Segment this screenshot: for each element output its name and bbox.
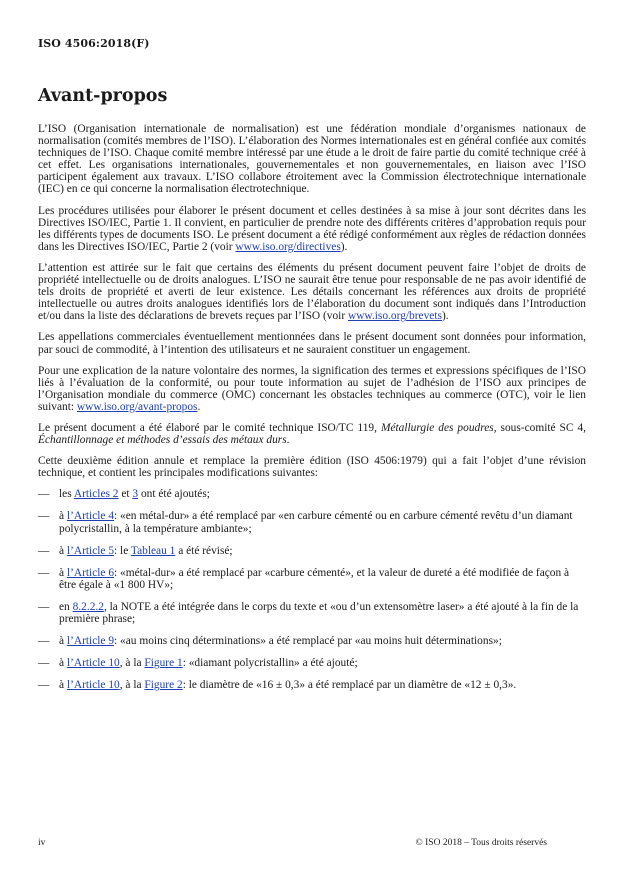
dash: — (38, 657, 50, 670)
link-avant-propos[interactable]: www.iso.org/avant-propos (76, 400, 198, 413)
list-item: — à l’Article 10, à la Figure 2: le diamètre de «16 ± 0,3» a été remplacé par un diamètre de «12 ± 0,3». (38, 679, 517, 692)
paragraph-edition: Cette deuxième édition annule et remplace la première édition (ISO 4506:1979) qui a fait l’objet d’une révision technique, et contient les principales modifications suivantes: (38, 455, 586, 480)
link-8-2-2-2[interactable]: 8.2.2.2 (72, 600, 104, 613)
link-article-3[interactable]: 3 (132, 488, 139, 501)
dash: — (38, 544, 50, 557)
paragraph-committee: Le présent document a été élaboré par le comité technique ISO/TC 119, Métallurgie des poudres, sous-comité SC 4, Échantillonnage et méthodes d’essais des métaux durs. (38, 421, 586, 447)
dash: — (38, 679, 50, 692)
document-id: ISO 4506:2018(F) (38, 37, 150, 50)
paragraph-voluntary-nature: Pour une explication de la nature volontaire des normes, la signification des termes et expressions spécifiques de l’ISO liés à l’évaluation de la conformité, ou pour toute information au sujet de l’adhésion de l’ISO aux principes de l’Organisation mondiale du commerce (OMC) concernant les obstacles techniques au commerce (OTC), voir le lien suivant: www.iso.org/avant-propos. (38, 364, 586, 413)
link-figure-1[interactable]: Figure 1 (144, 657, 183, 670)
changes-list (38, 488, 586, 691)
list-item: — à l’Article 10, à la Figure 1: «diamant polycristallin» a été ajouté; (38, 657, 358, 670)
link-brevets[interactable]: www.iso.org/brevets (347, 310, 442, 323)
list-item: — à l’Article 5: le Tableau 1 a été révisé; (38, 544, 233, 557)
link-article-10[interactable]: l’Article 10 (66, 657, 120, 670)
list-item: — en 8.2.2.2, la NOTE a été intégrée dans le corps du texte et «ou d’un extensomètre laser» a été ajouté à la fin de la première phrase; (38, 600, 579, 625)
link-article-6[interactable]: l’Article 6 (66, 566, 115, 579)
link-tableau-1[interactable]: Tableau 1 (130, 544, 176, 557)
page-title: Avant-propos (38, 86, 168, 106)
dash: — (38, 635, 50, 648)
link-article-9[interactable]: l’Article 9 (66, 635, 115, 648)
link-articles-2[interactable]: Articles 2 (73, 488, 119, 501)
link-article-4[interactable]: l’Article 4 (66, 510, 115, 523)
list-item: — à l’Article 6: «métal-dur» a été remplacé par «carbure cémenté», et la valeur de dureté a été modifiée de façon à être égale à «1 800 HV»; (38, 566, 570, 591)
copyright-notice: © ISO 2018 – Tous droits réservés (415, 838, 547, 848)
dash: — (38, 488, 50, 501)
paragraph-iso-intro: L’ISO (Organisation internationale de normalisation) est une fédération mondiale d’organismes nationaux de normalisation (comités membres de l’ISO). L’élaboration des Normes internationales est en général confiée aux comités techniques de l’ISO. Chaque comité membre intéressé par une étude a le droit de faire partie du comité technique créé à cet effet. Les organisations internationales, gouvernementales et non gouvernementales, en liaison avec l’ISO participent également aux travaux. L’ISO collabore étroitement avec la Commission électrotechnique internationale (IEC) en ce qui concerne la normalisation électrotechnique. (38, 123, 586, 196)
paragraph-procedures: Les procédures utilisées pour élaborer le présent document et celles destinées à sa mise à jour sont décrites dans les Directives ISO/IEC, Partie 1. Il convient, en particulier de prendre note des différents critères d’approbation requis pour les différents types de documents ISO. Le présent document a été rédigé conformément aux règles de rédaction données dans les Directives ISO/IEC, Partie 2 (voir www.iso.org/directives). (38, 204, 586, 253)
list-item: — à l’Article 9: «au moins cinq déterminations» a été remplacé par «au moins huit déterminations»; (38, 635, 502, 648)
list-item: — à l’Article 4: «en métal-dur» a été remplacé par «en carbure cémenté ou en carbure cémenté revêtu d’un diamant polycristallin, à la température ambiante»; (38, 510, 573, 535)
dash: — (38, 566, 50, 579)
link-directives[interactable]: www.iso.org/directives (235, 240, 341, 253)
list-item: — les Articles 2 et 3 ont été ajoutés; (38, 488, 210, 501)
page-number: iv (38, 838, 46, 848)
paragraph-trade-names: Les appellations commerciales éventuellement mentionnées dans le présent document sont données pour information, par souci de commodité, à l’intention des utilisateurs et ne sauraient constituer un engagement. (38, 331, 586, 356)
dash: — (38, 510, 50, 523)
link-article-5[interactable]: l’Article 5 (66, 544, 115, 557)
foreword-body (38, 123, 586, 701)
link-figure-2[interactable]: Figure 2 (144, 679, 183, 692)
dash: — (38, 600, 50, 613)
paragraph-patents: L’attention est attirée sur le fait que certains des éléments du présent document peuvent faire l’objet de droits de propriété intellectuelle ou de droits analogues. L’ISO ne saurait être tenue pour responsable de ne pas avoir identifié de tels droits de propriété et averti de leur existence. Les détails concernant les références aux droits de propriété intellectuelle ou autres droits analogues identifiés lors de l’élaboration du document sont indiqués dans l’Introduction et/ou dans la liste des déclarations de brevets reçues par l’ISO (voir www.iso.org/brevets). (38, 261, 586, 323)
link-article-10[interactable]: l’Article 10 (66, 679, 120, 692)
